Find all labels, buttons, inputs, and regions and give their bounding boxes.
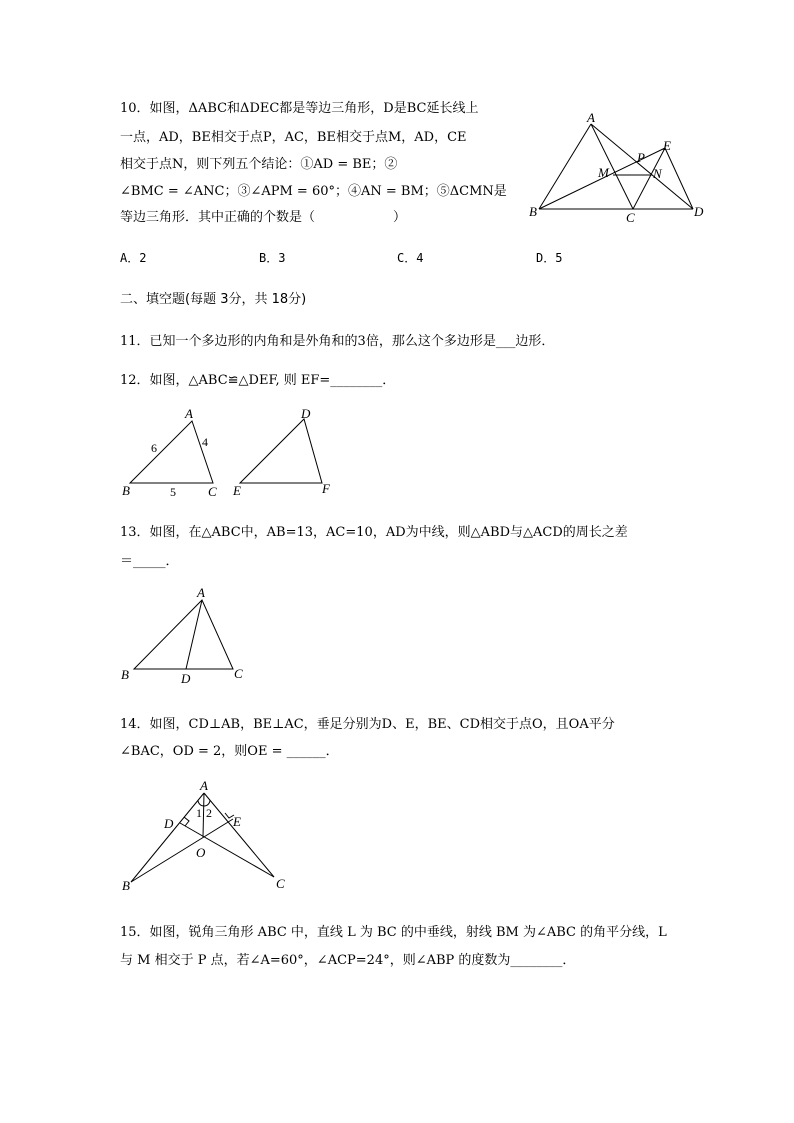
q12-label-b: B (122, 483, 130, 498)
q10-label-d: D (694, 204, 704, 219)
q10-line4: ∠BMC = ∠ANC；③∠APM = 60°；④AN = BM；⑤ΔCMN是 (120, 184, 507, 199)
q10-option-d: D．5 (536, 251, 563, 265)
section-header: 二、填空题(每题 3分，共 18分) (120, 292, 307, 307)
q14-label-o: O (196, 845, 206, 860)
q10-label-n: N (653, 166, 662, 181)
q13-label-a: A (197, 585, 205, 600)
q14-label-b: B (122, 878, 130, 893)
q10-label-m: M (598, 165, 609, 180)
q10-line1: 10．如图，ΔABC和ΔDEC都是等边三角形，D是BC延长线上 (120, 101, 479, 116)
q10-label-a: A (587, 110, 595, 125)
q13-label-d: D (181, 671, 191, 686)
q14-label-e: E (233, 814, 241, 829)
q10-option-c: C．4 (397, 251, 424, 265)
q10-label-c: C (626, 210, 635, 225)
q13-figure (115, 585, 265, 685)
q13-label-b: B (121, 667, 129, 682)
q12-label-d: D (301, 406, 311, 421)
q11-text: 11．已知一个多边形的内角和是外角和的3倍，那么这个多边形是___边形． (120, 334, 555, 349)
q12-side-ab: 6 (151, 441, 157, 455)
q14-line1: 14．如图，CD⊥AB，BE⊥AC，垂足分别为D、E，BE、CD相交于点O，且OA平分 (120, 717, 615, 732)
q13-line1: 13．如图，在△ABC中，AB=13，AC=10，AD为中线，则△ABD与△ACD的周长之差 (120, 525, 628, 540)
q15-line2: 与 M 相交于 P 点，若∠A=60°，∠ACP=24°，则∠ABP 的度数为________． (120, 953, 576, 968)
q14-label-a: A (200, 778, 208, 793)
q10-line5: 等边三角形．其中正确的个数是（ ） (120, 210, 407, 225)
q12-label-a: A (185, 406, 193, 421)
q12-figure (115, 400, 355, 500)
q10-option-a: A．2 (120, 251, 147, 265)
q12-side-ac: 4 (202, 435, 208, 449)
q12-label-c: C (208, 484, 217, 499)
q14-line2: ∠BAC，OD = 2，则OE = ______． (120, 744, 339, 759)
q14-angle-1: 1 (196, 806, 202, 820)
q12-text: 12．如图，△ABC≌△DEF, 则 EF=________． (120, 373, 396, 388)
q15-line1: 15．如图，锐角三角形 ABC 中，直线 L 为 BC 的中垂线，射线 BM 为∠ABC 的角平分线，L (120, 925, 667, 940)
q12-label-e: E (233, 483, 241, 498)
q10-line3: 相交于点N，则下列五个结论：①AD = BE；② (120, 157, 398, 172)
q14-label-c: C (276, 876, 285, 891)
q10-option-b: B．3 (259, 251, 286, 265)
q10-label-e: E (663, 138, 671, 153)
q10-label-p: P (637, 150, 645, 165)
q14-label-d: D (164, 816, 174, 831)
q10-line2: 一点，AD，BE相交于点P，AC，BE相交于点M，AD，CE (120, 130, 467, 145)
q14-figure (115, 775, 305, 895)
q13-line2: ＝_____． (120, 554, 179, 569)
q10-label-b: B (529, 204, 537, 219)
q10-figure (525, 112, 715, 227)
q13-label-c: C (234, 666, 243, 681)
q14-angle-2: 2 (206, 806, 212, 820)
q12-side-bc: 5 (170, 485, 176, 499)
q12-label-f: F (322, 481, 330, 496)
